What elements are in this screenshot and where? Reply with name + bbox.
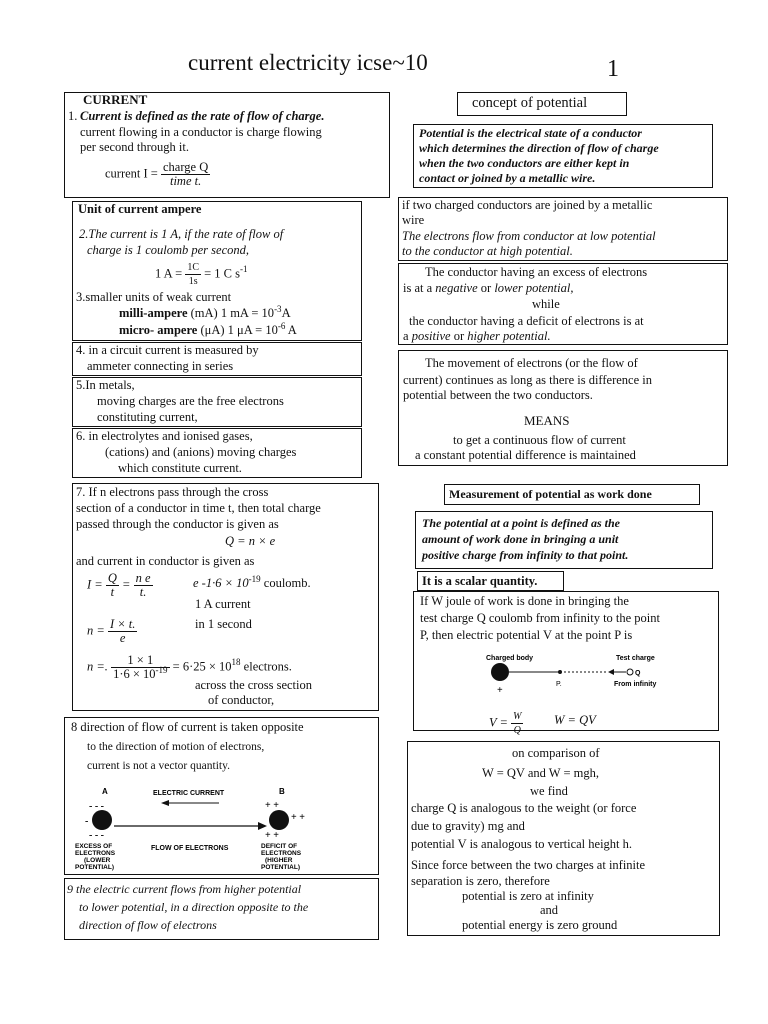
p7-i-n2: n e	[135, 571, 151, 585]
excess-5c: or	[450, 329, 468, 343]
excess-5d: higher potential.	[467, 329, 551, 343]
p7-line2: section of a conductor in time t, then total charge	[76, 501, 321, 515]
comparison-9: potential is zero at infinity	[462, 889, 594, 903]
current-line2: current flowing in a conductor is charge flowing	[80, 125, 322, 139]
p7-q-equation: Q = n × e	[225, 534, 276, 548]
p7-line4: and current in conductor is given as	[76, 554, 255, 568]
excess-4: the conductor having a deficit of electrons is at	[409, 314, 644, 328]
unit-formula-den: 1s	[188, 276, 198, 287]
p7-i-d2: t.	[139, 585, 147, 599]
p7-across1: across the cross section	[195, 678, 312, 692]
p5-line1: 5.In metals,	[76, 378, 135, 392]
movement-3: potential between the two conductors.	[403, 388, 593, 402]
electric-current-label: ELECTRIC CURRENT	[153, 790, 225, 797]
potential-def-3: when the two conductors are either kept in	[419, 156, 630, 170]
scalar-text: It is a scalar quantity.	[422, 574, 538, 588]
current-arrowhead	[161, 800, 169, 806]
excess-5a: a	[403, 329, 412, 343]
work-3: P, then electric potential V at the point P is	[420, 628, 633, 642]
test-charge-circle	[627, 669, 633, 675]
electron-flow-diagram	[69, 782, 369, 872]
plus-signs-right: + +	[291, 812, 305, 823]
unit-p2b: charge is 1 coulomb per second,	[87, 243, 250, 257]
movement-1: The movement of electrons (or the flow of	[425, 356, 638, 370]
p7-i-n1: Q	[107, 571, 117, 585]
comparison-4: charge Q is analogous to the weight (or force	[411, 801, 637, 815]
minus-signs-left: -	[85, 816, 89, 827]
sphere-a	[92, 810, 112, 830]
comparison-10: and	[540, 903, 559, 917]
p8-line3: current is not a vector quantity.	[87, 760, 230, 772]
p6-line1: 6. in electrolytes and ionised gases,	[76, 429, 253, 443]
milli-name: milli-ampere	[119, 306, 188, 320]
p7-one-s: in 1 second	[195, 617, 252, 631]
p7-n2-exp: 18	[231, 657, 241, 668]
p6-line2: (cations) and (anions) moving charges	[105, 445, 297, 459]
p7-n-num: I × t.	[109, 617, 136, 631]
unit-heading: Unit of current ampere	[78, 202, 202, 216]
movement-5: a constant potential difference is maintained	[415, 448, 636, 462]
movement-box	[398, 350, 728, 466]
deficit-label-2: ELECTRONS	[261, 850, 302, 857]
micro-unit: A	[285, 323, 297, 337]
p8-line1: 8 direction of flow of current is taken opposite	[71, 720, 304, 734]
joined-4: to the conductor at high potential.	[402, 244, 573, 258]
deficit-label-1: DEFICIT OF	[261, 843, 298, 850]
p7-e-value	[193, 573, 311, 591]
current-formula-den: time t.	[169, 174, 202, 188]
p9-box	[64, 878, 379, 940]
electron-flow-arrowhead	[258, 822, 267, 830]
v-formula	[489, 710, 523, 737]
p7-line3: passed through the conductor is given as	[76, 517, 279, 531]
potential-def-box	[413, 124, 713, 188]
micro-exp: -6	[277, 320, 286, 331]
unit-formula-num: 1C	[187, 262, 199, 273]
comparison-5: due to gravity) mg and	[411, 819, 525, 833]
movement-2: current) continues as long as there is difference in	[403, 373, 652, 387]
unit-micro	[119, 320, 297, 338]
excess-2a: is at a	[403, 281, 436, 295]
label-b: B	[279, 787, 285, 796]
p7-n-formula	[87, 618, 137, 645]
unit-p3: 3.smaller units of weak current	[76, 290, 232, 304]
plus-label: +	[497, 685, 503, 696]
milli-val: (mA) 1 mA = 10	[190, 306, 275, 320]
excess-label-4: POTENTIAL)	[75, 864, 114, 871]
comparison-2: W = QV and W = mgh,	[482, 766, 599, 780]
p5-box	[72, 377, 362, 427]
scalar-box	[417, 571, 564, 591]
excess-3: while	[532, 297, 560, 311]
test-charge-label: Test charge	[616, 655, 655, 662]
p6-box	[72, 428, 362, 478]
excess-label-2: ELECTRONS	[75, 850, 116, 857]
comparison-box	[407, 741, 720, 936]
measure-def-3: positive charge from infinity to that point.	[422, 548, 629, 562]
micro-name: micro- ampere	[119, 323, 198, 337]
page-title: current electricity icse~10	[188, 50, 428, 75]
measurement-title-box	[444, 484, 700, 505]
comparison-6: potential V is analogous to vertical height h.	[411, 837, 633, 851]
minus-signs: - - -	[89, 801, 104, 812]
excess-5	[403, 329, 551, 344]
minus-signs-bottom: - - -	[89, 830, 104, 841]
joined-box	[398, 197, 728, 261]
p7-n2-rhs: = 6·25 × 10	[172, 659, 232, 674]
p4-line2: ammeter connecting in series	[87, 359, 234, 373]
deficit-label-3: (HIGHER	[265, 857, 293, 864]
excess-box	[398, 263, 728, 345]
work-1: If W joule of work is done in bringing the	[420, 594, 629, 608]
from-infinity-label: From infinity	[614, 681, 657, 688]
p7-one-a: 1 A current	[195, 597, 251, 611]
p7-n-lhs: n =	[87, 623, 105, 638]
p7-e-val: e -1·6 × 10	[193, 576, 249, 590]
comparison-11: potential energy is zero ground	[462, 918, 618, 932]
plus-signs: + +	[265, 800, 279, 811]
potential-def-2: which determines the direction of flow of charge	[419, 141, 659, 155]
p6-line3: which constitute current.	[118, 461, 242, 475]
work-2: test charge Q coulomb from infinity to the point	[420, 611, 661, 625]
charged-body-label: Charged body	[486, 655, 534, 662]
current-definition: Current is defined as the rate of flow of charge.	[80, 109, 325, 123]
p9-line1: 9 the electric current flows from higher potential	[67, 882, 302, 896]
excess-2c: or	[477, 281, 495, 295]
current-def-number: 1.	[68, 109, 78, 123]
p7-e-unit: coulomb.	[260, 576, 311, 590]
p7-across2: of conductor,	[208, 693, 275, 707]
potential-diagram	[474, 648, 694, 698]
charged-body	[491, 663, 509, 681]
label-a: A	[102, 787, 108, 796]
joined-2: wire	[402, 213, 425, 227]
p7-n2-num: 1 × 1	[111, 654, 169, 668]
p7-i-eq: =	[122, 577, 131, 592]
excess-label-1: EXCESS OF	[75, 843, 113, 850]
excess-2b: negative	[435, 281, 478, 295]
p7-box	[72, 483, 379, 711]
unit-formula-exp: -1	[240, 264, 248, 275]
p7-i-d1: t	[110, 585, 115, 599]
measure-def-1: The potential at a point is defined as the	[422, 516, 621, 530]
point-p	[558, 670, 562, 674]
p7-line1: 7. If n electrons pass through the cross	[76, 485, 269, 499]
excess-2	[403, 281, 573, 296]
unit-formula-rhs: = 1 C s	[204, 266, 241, 281]
potential-def-1: Potential is the electrical state of a conductor	[419, 126, 642, 140]
v-den: Q	[513, 725, 521, 736]
excess-5b: positive	[411, 329, 451, 343]
v-lhs: V =	[489, 715, 508, 730]
current-heading: CURRENT	[83, 92, 148, 107]
test-charge-arrowhead	[608, 669, 614, 675]
p7-i-lhs: I =	[87, 577, 103, 592]
concept-title-box	[457, 92, 627, 116]
p4-line1: 4. in a circuit current is measured by	[76, 343, 259, 357]
milli-unit: A	[281, 306, 291, 320]
w-equation: W = QV	[554, 713, 596, 727]
p7-n2-lhs: n =.	[87, 659, 108, 674]
milli-exp: -3	[274, 303, 282, 314]
p8-line2: to the direction of motion of electrons,	[87, 741, 265, 753]
comparison-8: separation is zero, therefore	[411, 874, 550, 888]
p9-line3: direction of flow of electrons	[79, 918, 217, 932]
deficit-label-4: POTENTIAL)	[261, 864, 300, 871]
excess-2d: lower potential,	[494, 281, 574, 295]
unit-formula	[155, 261, 248, 288]
unit-box	[72, 201, 362, 341]
p-label: P.	[556, 681, 562, 688]
measurement-title: Measurement of potential as work done	[449, 487, 652, 501]
plus-signs-bottom: + +	[265, 830, 279, 841]
measure-def-2: amount of work done in bringing a unit	[422, 532, 619, 546]
movement-4: to get a continuous flow of current	[453, 433, 626, 447]
current-formula-num: charge Q	[162, 160, 209, 174]
comparison-3: we find	[530, 784, 568, 798]
p7-n2-unit: electrons.	[240, 659, 292, 674]
p7-n-den: e	[119, 631, 126, 645]
current-formula	[105, 161, 210, 188]
page-number: 1	[607, 56, 619, 82]
unit-milli	[119, 303, 291, 321]
micro-val: (μA) 1 μA = 10	[200, 323, 278, 337]
q-label: Q	[635, 670, 641, 677]
potential-def-4: contact or joined by a metallic wire.	[419, 171, 596, 185]
movement-means: MEANS	[524, 413, 570, 428]
v-num: W	[513, 711, 522, 722]
comparison-1: on comparison of	[512, 746, 600, 760]
p7-i-formula	[87, 572, 153, 599]
p7-n2-den-exp: -19	[155, 664, 168, 675]
sphere-b	[269, 810, 289, 830]
unit-formula-lhs: 1 A =	[155, 266, 183, 281]
p9-line2: to lower potential, in a direction opposite to the	[79, 900, 309, 914]
joined-1: if two charged conductors are joined by a metallic	[402, 198, 653, 212]
p7-n2-formula	[87, 654, 292, 681]
concept-title: concept of potential	[472, 95, 588, 111]
current-box	[64, 92, 390, 198]
flow-of-electrons-label: FLOW OF ELECTRONS	[151, 845, 229, 852]
current-line3: per second through it.	[80, 140, 190, 154]
excess-1: The conductor having an excess of electrons	[425, 265, 648, 279]
p7-e-exp: -19	[248, 573, 261, 584]
work-box	[413, 591, 719, 736]
p7-n2-den: 1·6 × 10	[113, 667, 156, 681]
joined-3: The electrons flow from conductor at low potential	[402, 229, 656, 243]
current-formula-lhs: current I =	[105, 166, 158, 181]
excess-label-3: (LOWER	[84, 857, 111, 864]
p8-box	[64, 717, 379, 875]
p5-line3: constituting current,	[97, 410, 198, 424]
p5-line2: moving charges are the free electrons	[97, 394, 284, 408]
comparison-7: Since force between the two charges at infinite	[411, 858, 646, 872]
measure-def-box	[415, 511, 713, 569]
unit-p2a: 2.The current is 1 A, if the rate of flow of	[79, 227, 284, 241]
p4-box	[72, 342, 362, 376]
